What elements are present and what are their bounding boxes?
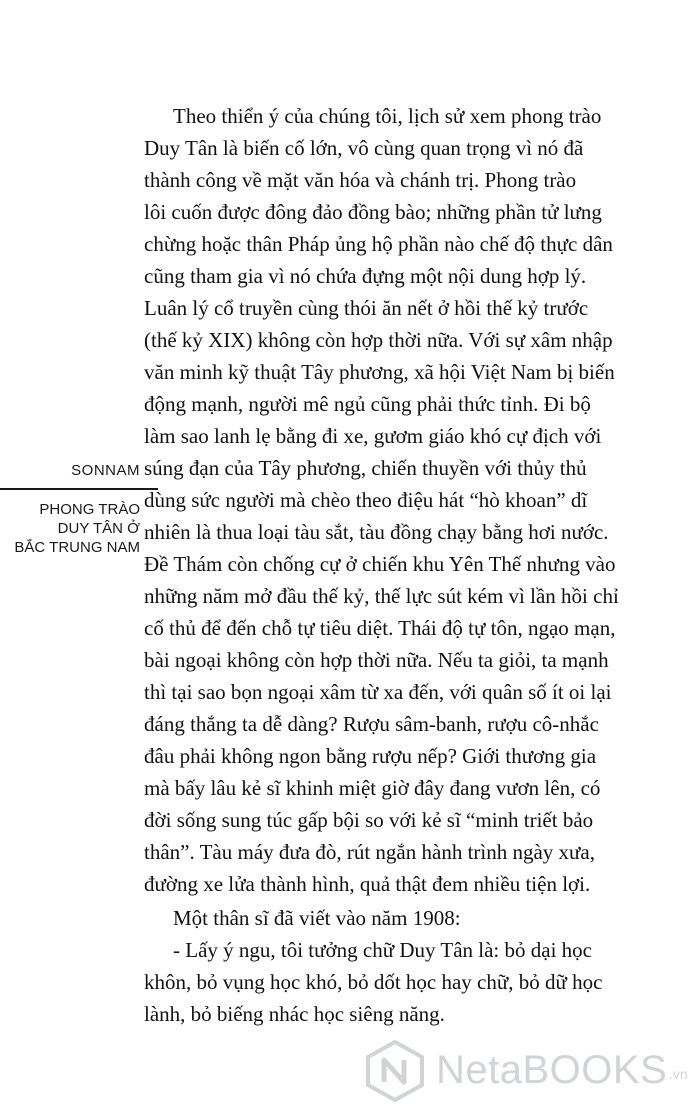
watermark-suffix: .vn: [669, 1066, 688, 1082]
text-line: văn minh kỹ thuật Tây phương, xã hội Việt Nam bị biến: [144, 360, 615, 384]
text-line: đáng thắng ta dễ dàng? Rượu sâm-banh, rượu cô-nhắc: [144, 712, 599, 736]
text-line: chừng hoặc thân Pháp ủng hộ phần nào chế độ thực dân: [144, 232, 613, 256]
text-line: mà bấy lâu kẻ sĩ khinh miệt giờ đây đang vươn lên, có: [144, 776, 601, 800]
text-line: lôi cuốn được đông đảo đồng bào; những phần tử lưng: [144, 200, 602, 224]
text-line: Đề Thám còn chống cự ở chiến khu Yên Thế nhưng vào: [144, 552, 616, 576]
brand-logo-icon: [364, 1040, 426, 1102]
text-line: bài ngoại không còn hợp thời nữa. Nếu ta giỏi, ta mạnh: [144, 648, 609, 672]
text-line: - Lấy ý ngu, tôi tưởng chữ Duy Tân là: bỏ dại học: [173, 938, 592, 962]
book-title: [14, 500, 140, 557]
book-title-line: BẮC TRUNG NAM: [14, 539, 140, 556]
text-line: thân”. Tàu máy đưa đò, rút ngắn hành trình ngày xưa,: [144, 840, 596, 864]
text-line: dùng sức người mà chèo theo điệu hát “hò khoan” dĩ: [144, 488, 588, 512]
text-line: súng đạn của Tây phương, chiến thuyền với thủy thủ: [144, 456, 587, 480]
text-line: làm sao lanh lẹ bằng đi xe, gươm giáo khó cự địch với: [144, 424, 602, 448]
text-line: những năm mở đầu thế kỷ, thế lực sút kém vì lần hồi chỉ: [144, 584, 619, 608]
text-line: đường xe lửa thành hình, quả thật đem nhiều tiện lợi.: [144, 872, 591, 896]
text-line: đâu phải không ngon bằng rượu nếp? Giới thương gia: [144, 744, 597, 768]
author-name: SONNAM: [71, 462, 140, 479]
text-line: thì tại sao bọn ngoại xâm từ xa đến, với quân số ít oi lại: [144, 680, 612, 704]
text-line: động mạnh, người mê ngủ cũng phải thức tỉnh. Đi bộ: [144, 392, 591, 416]
text-line: (thế kỷ XIX) không còn hợp thời nữa. Với sự xâm nhập: [144, 328, 613, 352]
watermark: [364, 1036, 694, 1106]
watermark-brand: NetaBOOKS: [436, 1048, 668, 1092]
text-line: Duy Tân là biến cố lớn, vô cùng quan trọng vì nó đã: [144, 136, 584, 160]
text-line: đời sống sung túc gấp bội so với kẻ sĩ “minh triết bảo: [144, 808, 594, 832]
text-line: Luân lý cổ truyền cùng thói ăn nết ở hồi thế kỷ trước: [144, 296, 589, 320]
text-line: Theo thiển ý của chúng tôi, lịch sử xem phong trào: [173, 104, 602, 128]
text-line: cố thủ để đến chỗ tự tiêu diệt. Thái độ tự tôn, ngạo mạn,: [144, 616, 616, 640]
book-title-line: PHONG TRÀO: [39, 501, 140, 518]
header-rule: [0, 488, 158, 490]
body-text: [144, 100, 663, 1030]
text-line: nhiên là thua loại tàu sắt, tàu đồng chạy bằng hơi nước.: [144, 520, 609, 544]
text-line: thành công về mặt văn hóa và chánh trị. Phong trào: [144, 168, 577, 192]
text-line: lành, bỏ biếng nhác học siêng năng.: [144, 1002, 445, 1026]
text-line: Một thân sĩ đã viết vào năm 1908:: [173, 906, 461, 930]
text-line: cũng tham gia vì nó chứa đựng một nội dung hợp lý.: [144, 264, 587, 288]
book-title-line: DUY TÂN Ở: [57, 520, 140, 537]
text-line: khôn, bỏ vụng học khó, bỏ dốt học hay chữ, bỏ dữ học: [144, 970, 603, 994]
